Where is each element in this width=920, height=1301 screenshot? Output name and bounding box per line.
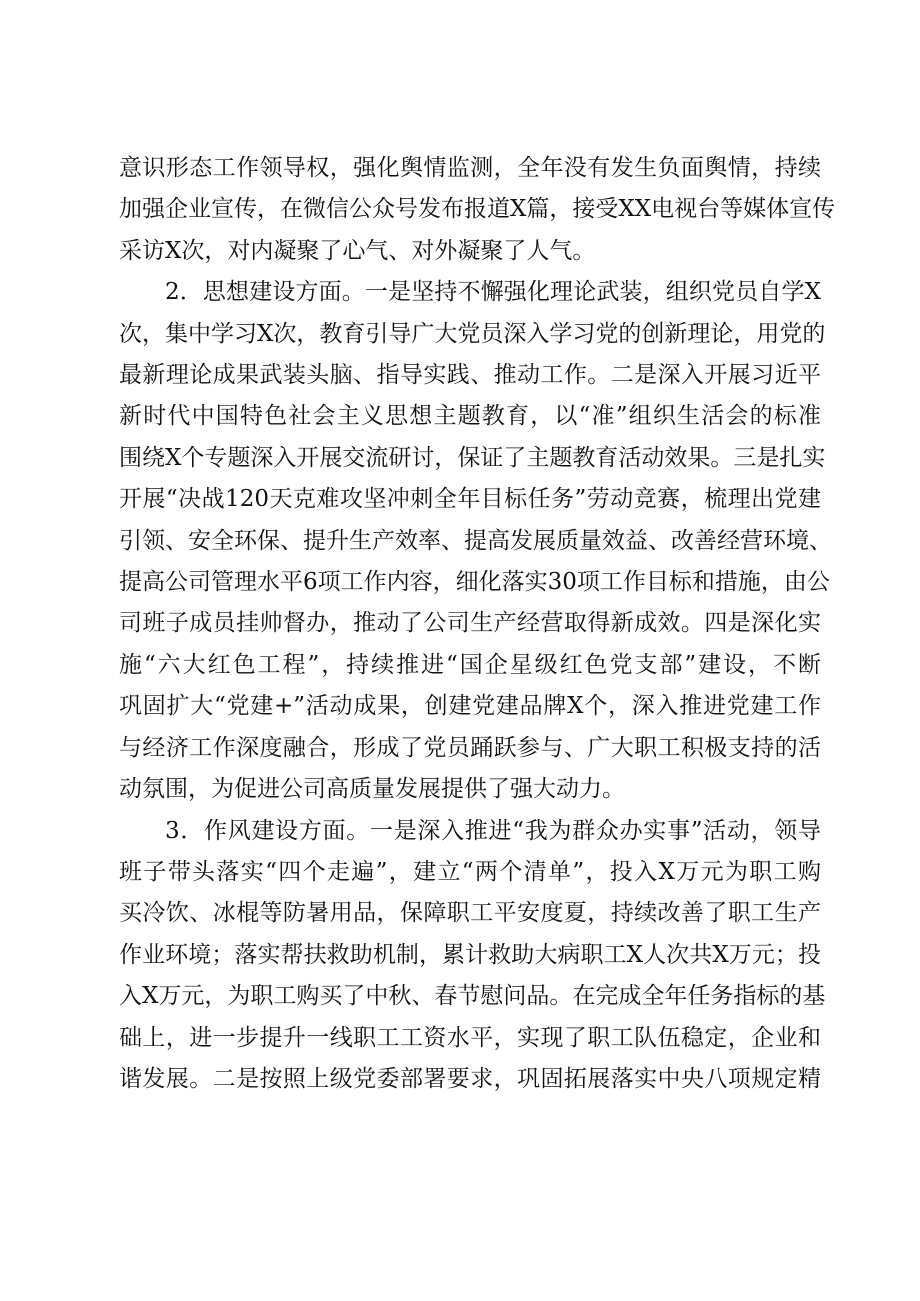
text-line: 谐发展。二是按照上级党委部署要求，巩固拓展落实中央八项规定精 [119, 1065, 821, 1092]
text-line: 加强企业宣传，在微信公众号发布报道X篇，接受XX电视台等媒体宣传 [119, 196, 836, 223]
text-line: 班子带头落实“四个走遍”，建立“两个清单”，投入X万元为职工购 [119, 858, 821, 885]
text-line: 提高公司管理水平6项工作内容，细化落实30项工作目标和措施，由公 [119, 569, 830, 596]
text-line: 意识形态工作领导权，强化舆情监测，全年没有发生负面舆情，持续 [119, 155, 821, 181]
text-line: 引领、安全环保、提升生产效率、提高发展质量效益、改善经营环境、 [119, 527, 832, 554]
text-line: 最新理论成果武装头脑、指导实践、推动工作。二是深入开展习近平 [119, 362, 821, 389]
text-line: 动氛围，为促进公司高质量发展提供了强大动力。 [119, 776, 625, 803]
text-line: 作业环境；落实帮扶救助机制，累计救助大病职工X人次共X万元；投 [119, 941, 821, 968]
text-line: 2．思想建设方面。一是坚持不懈强化理论武装，组织党员自学X [165, 279, 821, 306]
text-line: 新时代中国特色社会主义思想主题教育，以“准”组织生活会的标准 [119, 403, 821, 430]
text-line: 入X万元，为职工购买了中秋、春节慰问品。在完成全年任务指标的基 [119, 983, 826, 1010]
paragraph [119, 811, 826, 1101]
text-line: 司班子成员挂帅督办，推动了公司生产经营取得新成效。四是深化实 [119, 610, 821, 637]
text-line: 础上，进一步提升一线职工工资水平，实现了职工队伍稳定，企业和 [119, 1024, 821, 1051]
text-line: 巩固扩大“党建+”活动成果，创建党建品牌X个，深入推进党建工作 [119, 693, 821, 720]
text-line: 施“六大红色工程”，持续推进“国企星级红色党支部”建设，不断 [119, 651, 821, 678]
text-line: 次，集中学习X次，教育引导广大党员深入学习党的创新理论，用党的 [119, 320, 826, 347]
text-line: 买冷饮、冰棍等防暑用品，保障职工平安度夏，持续改善了职工生产 [119, 900, 821, 927]
paragraph [119, 148, 836, 272]
text-line: 开展“决战120天克难攻坚冲刺全年目标任务”劳动竞赛，梳理出党建 [119, 486, 821, 513]
text-line: 采访X次，对内凝聚了心气、对外凝聚了人气。 [119, 237, 596, 264]
document-body [119, 148, 836, 1100]
text-line: 3．作风建设方面。一是深入推进“我为群众办实事”活动，领导 [165, 817, 821, 844]
paragraph [119, 272, 832, 810]
text-line: 围绕X个专题深入开展交流研讨，保证了主题教育活动效果。三是扎实 [119, 444, 826, 471]
text-line: 与经济工作深度融合，形成了党员踊跃参与、广大职工积极支持的活 [119, 734, 821, 761]
